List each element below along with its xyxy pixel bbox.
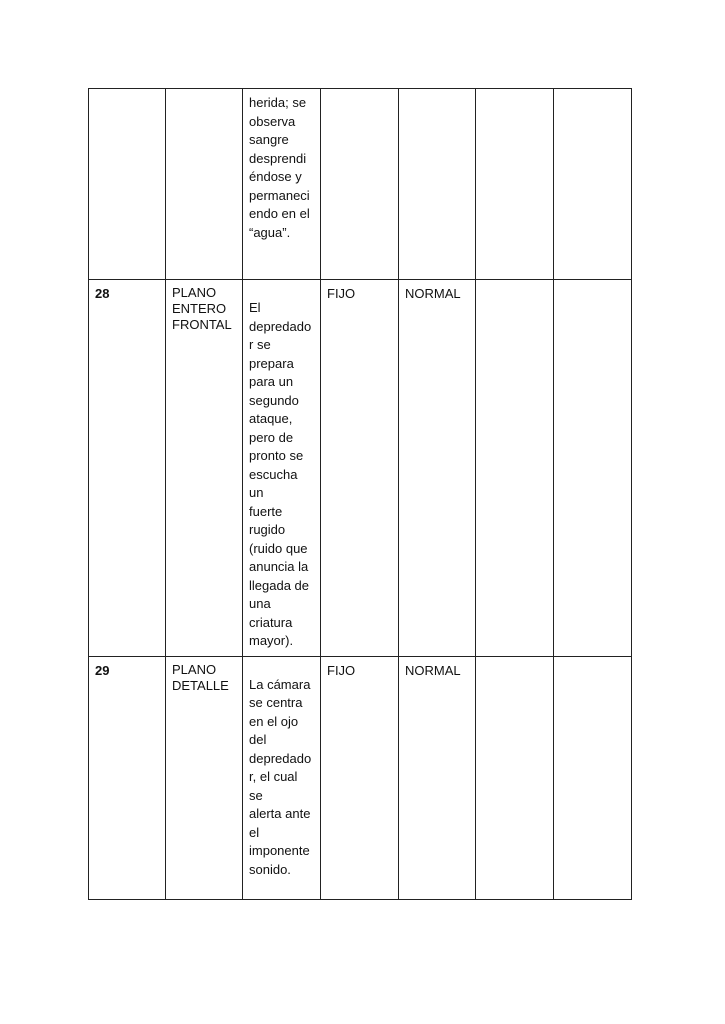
- description-text: La cámara se centra en el ojo del depredado r, el cual se alerta ante el imponente sonido.: [249, 676, 312, 877]
- table-row: [89, 89, 632, 280]
- extra-cell: [554, 656, 632, 899]
- extra-cell: [476, 280, 554, 657]
- shot-type-cell: [166, 89, 243, 280]
- extra-cell: [476, 89, 554, 280]
- shot-number: 29: [95, 662, 110, 678]
- extra-cell: [554, 280, 632, 657]
- angle-text: NORMAL: [405, 286, 461, 301]
- table-row: [89, 280, 632, 657]
- movement-text: FIJO: [327, 662, 356, 678]
- shot-list-table: [88, 88, 632, 900]
- description-cell: [243, 89, 321, 280]
- angle-cell: [399, 656, 476, 899]
- description-cell: [243, 656, 321, 899]
- shot-number-cell: [89, 89, 166, 280]
- shot-type-cell: [166, 656, 243, 899]
- shot-type-cell: [166, 280, 243, 657]
- shot-type: PLANO ENTERO FRONTAL: [172, 285, 232, 332]
- extra-cell: [554, 89, 632, 280]
- angle-text: NORMAL: [405, 662, 461, 678]
- shot-type: PLANO DETALLE: [172, 661, 229, 693]
- description-text: herida; se observa sangre desprendi éndose y permaneci endo en el “agua”.: [249, 95, 310, 240]
- description-text: El depredado r se prepara para un segundo ataque, pero de pronto se escucha un fuerte rugido (ruido que anuncia la llegada de una criatura mayor).: [249, 300, 312, 648]
- movement-text: FIJO: [327, 286, 356, 301]
- shot-number-cell: [89, 280, 166, 657]
- shot-number: 28: [95, 286, 110, 301]
- angle-cell: [399, 89, 476, 280]
- movement-cell: [321, 280, 399, 657]
- angle-cell: [399, 280, 476, 657]
- table-row: [89, 656, 632, 899]
- extra-cell: [476, 656, 554, 899]
- movement-cell: [321, 89, 399, 280]
- movement-cell: [321, 656, 399, 899]
- description-cell: [243, 280, 321, 657]
- shot-number-cell: [89, 656, 166, 899]
